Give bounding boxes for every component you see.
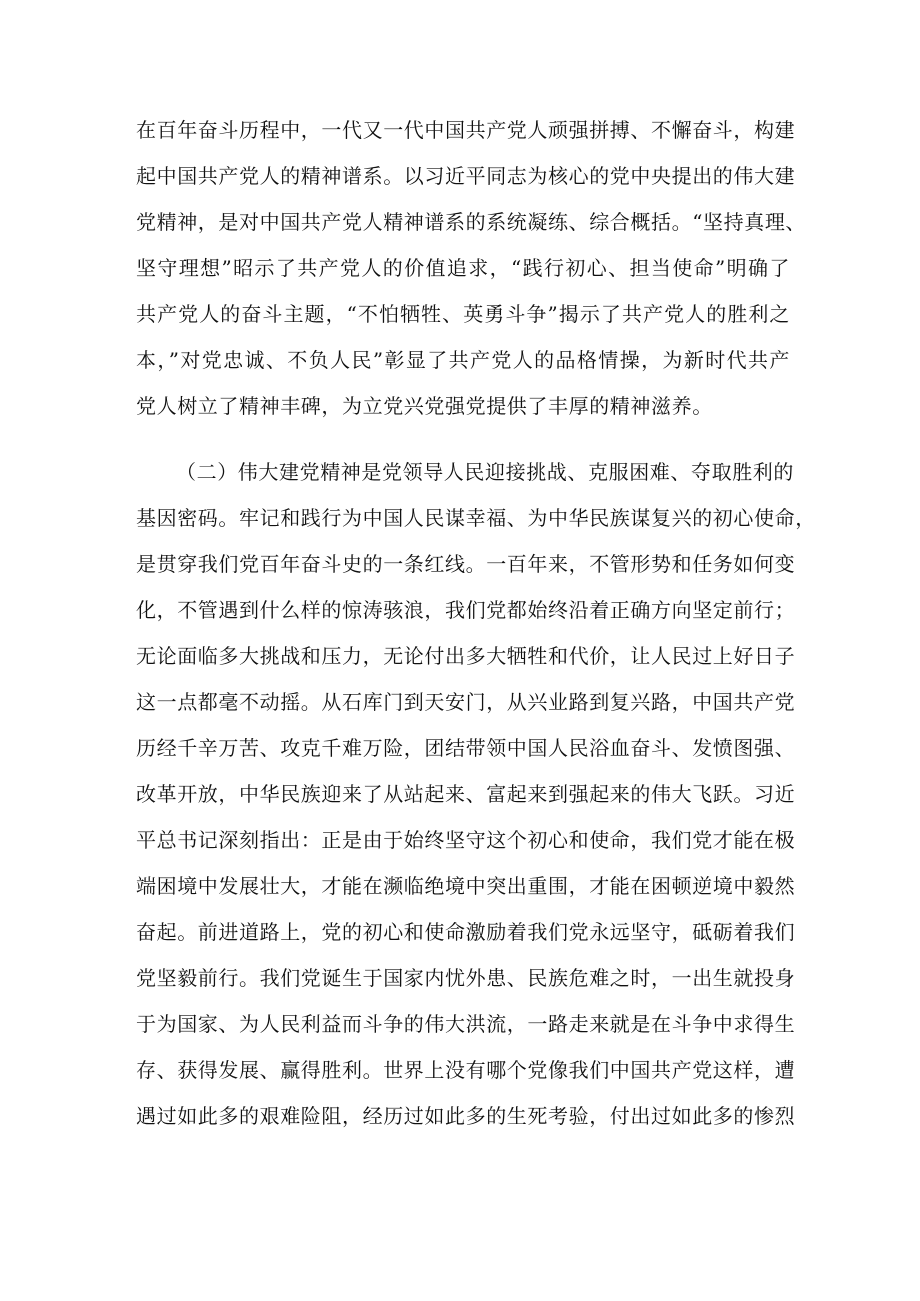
text-line: 党精神，是对中国共产党人精神谱系的系统凝练、综合概括。“坚持真理、 [136,210,807,234]
text-line: 是贯穿我们党百年奋斗史的一条红线。一百年来，不管形势和任务如何变 [136,552,796,576]
text-line: 党坚毅前行。我们党诞生于国家内忧外患、民族危难之时，一出生就投身 [136,966,796,990]
text-line: 遇过如此多的艰难险阻，经历过如此多的生死考验，付出过如此多的惨烈 [136,1104,796,1128]
text-line: 在百年奋斗历程中，一代又一代中国共产党人顽强拼搏、不懈奋斗，构建 [136,118,796,142]
text-line: 基因密码。牢记和践行为中国人民谋幸福、为中华民族谋复兴的初心使命， [136,506,816,530]
text-line: 共产党人的奋斗主题，“不怕牺牲、英勇斗争”揭示了共产党人的胜利之 [136,302,790,326]
text-line: 坚守理想”昭示了共产党人的价值追求，“践行初心、担当使命”明确了 [136,256,790,280]
text-line: 端困境中发展壮大，才能在濒临绝境中突出重围，才能在困顿逆境中毅然 [136,874,796,898]
text-line: 改革开放，中华民族迎来了从站起来、富起来到强起来的伟大飞跃。习近 [136,782,796,806]
text-line: （二）伟大建党精神是党领导人民迎接挑战、克服困难、夺取胜利的 [176,460,794,484]
text-line: 化，不管遇到什么样的惊涛骇浪，我们党都始终沿着正确方向坚定前行； [136,598,796,622]
text-line: 这一点都毫不动摇。从石库门到天安门，从兴业路到复兴路，中国共产党 [136,690,796,714]
text-line: 历经千辛万苦、攻克千难万险，团结带领中国人民浴血奋斗、发愤图强、 [136,736,796,760]
text-line: 无论面临多大挑战和压力，无论付出多大牺牲和代价，让人民过上好日子 [136,644,796,668]
text-line: 起中国共产党人的精神谱系。以习近平同志为核心的党中央提出的伟大建 [136,164,796,188]
text-line: 平总书记深刻指出：正是由于始终坚守这个初心和使命，我们党才能在极 [136,828,796,852]
text-line: 奋起。前进道路上，党的初心和使命激励着我们党永远坚守，砥砺着我们 [136,920,796,944]
text-line: 党人树立了精神丰碑，为立党兴党强党提供了丰厚的精神滋养。 [136,394,713,418]
text-line: 于为国家、为人民利益而斗争的伟大洪流，一路走来就是在斗争中求得生 [136,1012,796,1036]
text-line: 存、获得发展、赢得胜利。世界上没有哪个党像我们中国共产党这样，遭 [136,1058,796,1082]
text-line: 本，”对党忠诚、不负人民”彰显了共产党人的品格情操，为新时代共产 [136,348,790,372]
